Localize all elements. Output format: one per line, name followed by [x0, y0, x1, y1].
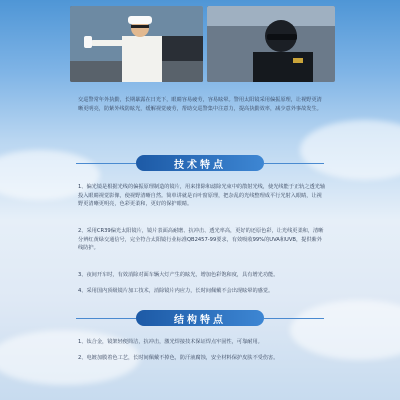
struct-section-title: 结构特点	[136, 310, 264, 326]
swat-police-photo	[207, 6, 335, 82]
tech-item: 4、采用国内顶级镜片加工技术，消除镜片内应力，长时间佩戴不会出现眩晕的感觉。	[78, 288, 274, 294]
tech-item: 1、偏光镜是根据光线的偏振原理制造的镜片，用来排除和滤除光束中的散射光线，使光线能于正轨之透光轴投入眼睛视觉影像，使视野清晰自然。简单讲就是百叶窗原理，把杂乱的光线整理成平行光射入眼睛，让视野更清晰更明亮，色彩更柔和，更好的保护眼睛。	[78, 184, 326, 208]
tech-item: 3、夜间开车时，有效消除对面车辆大灯产生的眩光，增加色彩饱和度，具有增光功能。	[78, 272, 279, 278]
tech-item: 2、采用CR39偏光太阳镜片，镜片表面高耐磨、抗冲击、透光率高，更好的还原色彩，让光线更柔和，清晰分辨红黄绿交通信号，完全符合太阳镜行业标准QB2457-99要求，有效吸收99%的UVA和UVB，提供紫外线防护。	[78, 228, 324, 252]
struct-item: 2、电镀加膜着色工艺，长时间佩戴不掉色，防汗液腐蚀，安全材料保护皮肤不受伤害。	[78, 355, 279, 361]
cloud	[290, 300, 400, 360]
intro-paragraph: 交巡警常年外执勤，长期暴露在日光下，眼睛容易疲劳，容易眩晕。警用太阳镜采用偏振原理，让视野更清晰更明亮，防紫外线防眩光，缓解视觉疲劳，帮助交巡警集中注意力，提高执勤效率，减少意外事故发生。	[78, 97, 322, 112]
struct-item: 1、钛合金，镜架轻便简洁，抗冲击，激光焊接技术保证焊点牢固性，可靠耐用。	[78, 339, 263, 345]
traffic-police-photo	[70, 6, 203, 82]
tech-section-title: 技术特点	[136, 155, 264, 171]
cloud	[300, 120, 400, 180]
